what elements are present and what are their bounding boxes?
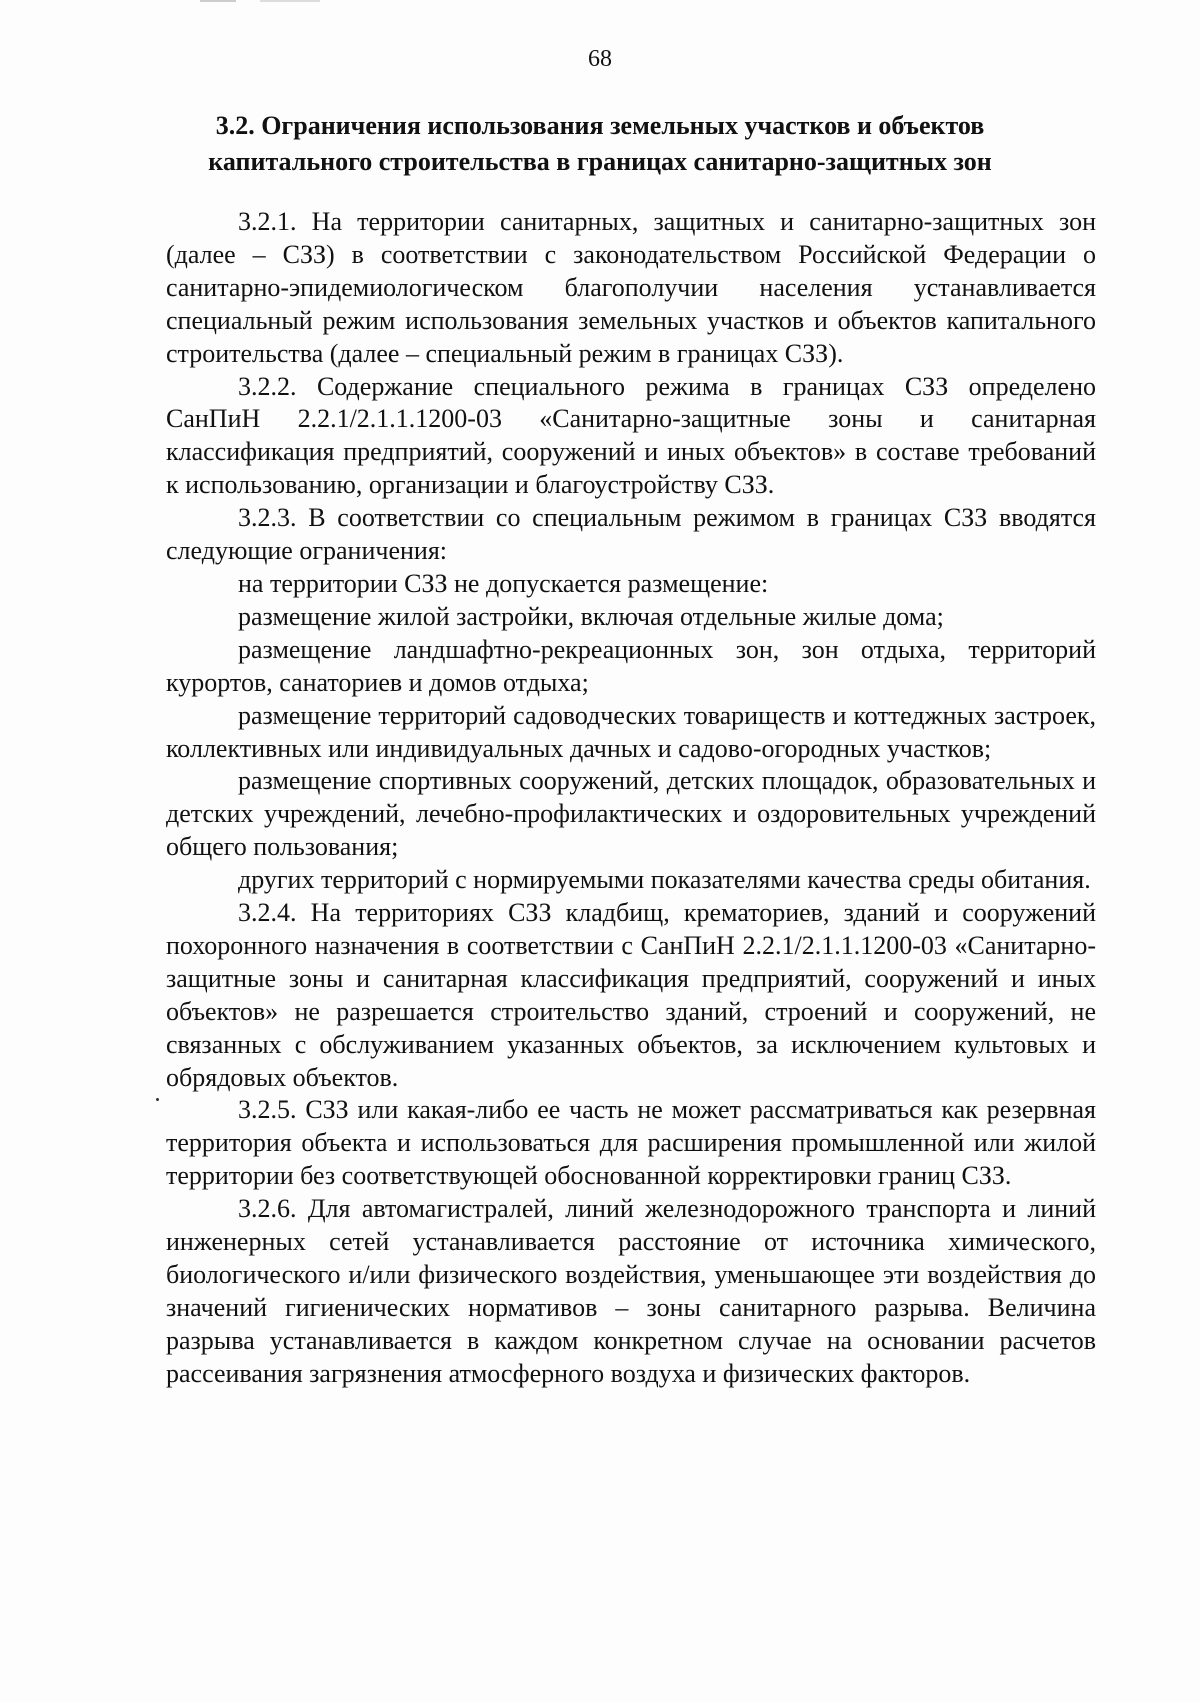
section-heading [150,108,1050,180]
section-heading-line-2: капитального строительства в границах санитарно-защитных зон [208,147,992,176]
page-number: 68 [588,46,612,72]
margin-dot [156,1098,159,1101]
paragraph-3-2-5: 3.2.5. СЗЗ или какая-либо ее часть не может рассматриваться как резервная территория объекта и использоваться для расширения промышленной или жилой территории без соответствующей обоснованной корректировки границ СЗЗ. [166,1095,1096,1191]
paragraph-3-2-3: 3.2.3. В соответствии со специальным режимом в границах СЗЗ вводятся следующие ограничения: [166,503,1096,566]
list-item-recreational: размещение ландшафтно-рекреационных зон, зон отдыха, территорий курортов, санаториев и домов отдыха; [166,634,1096,697]
section-heading-line-1: 3.2. Ограничения использования земельных участков и объектов [215,111,985,140]
list-intro: на территории СЗЗ не допускается размещение: [238,568,769,598]
paragraph-3-2-6: 3.2.6. Для автомагистралей, линий железнодорожного транспорта и линий инженерных сетей устанавливается расстояние от источника химического, биологического и/или физического воздействия, уменьшающее эти воздействия до значений гигиенических нормативов – зоны санитарного разрыва. Величина разрыва устанавливается в каждом конкретном случае на основании расчетов рассеивания загрязнения атмосферного воздуха и физических факторов. [166,1194,1096,1388]
scan-artifact [200,0,320,2]
paragraph-3-2-4: 3.2.4. На территориях СЗЗ кладбищ, крематориев, зданий и сооружений похоронного назначения в соответствии с СанПиН 2.2.1/2.1.1.1200-03 «Санитарно-защитные зоны и санитарная классификация предприятий, сооружений и иных объектов» не разрешается строительство зданий, строений и сооружений, не связанных с обслуживанием указанных объектов, за исключением культовых и обрядовых объектов. [166,898,1096,1092]
list-item-residential: размещение жилой застройки, включая отдельные жилые дома; [238,601,944,631]
document-body [166,206,1096,1391]
list-item-sports-education: размещение спортивных сооружений, детских площадок, образовательных и детских учреждений, лечебно-профилактических и оздоровительных учреждений общего пользования; [166,766,1096,862]
paragraph-3-2-2: 3.2.2. Содержание специального режима в границах СЗЗ определено СанПиН 2.2.1/2.1.1.1200-03 «Санитарно-защитные зоны и санитарная классификация предприятий, сооружений и иных объектов» в составе требований к использованию, организации и благоустройству СЗЗ. [166,371,1096,500]
list-item-other-territories: других территорий с нормируемыми показателями качества среды обитания. [238,865,1091,895]
paragraph-3-2-1: 3.2.1. На территории санитарных, защитных и санитарно-защитных зон (далее – СЗЗ) в соответствии с законодательством Российской Федерации о санитарно-эпидемиологическом благополучии населения устанавливается специальный режим использования земельных участков и объектов капитального строительства (далее – специальный режим в границах СЗЗ). [166,207,1096,368]
list-item-gardening: размещение территорий садоводческих товариществ и коттеджных застроек, коллективных или индивидуальных дачных и садово-огородных участков; [166,700,1096,763]
